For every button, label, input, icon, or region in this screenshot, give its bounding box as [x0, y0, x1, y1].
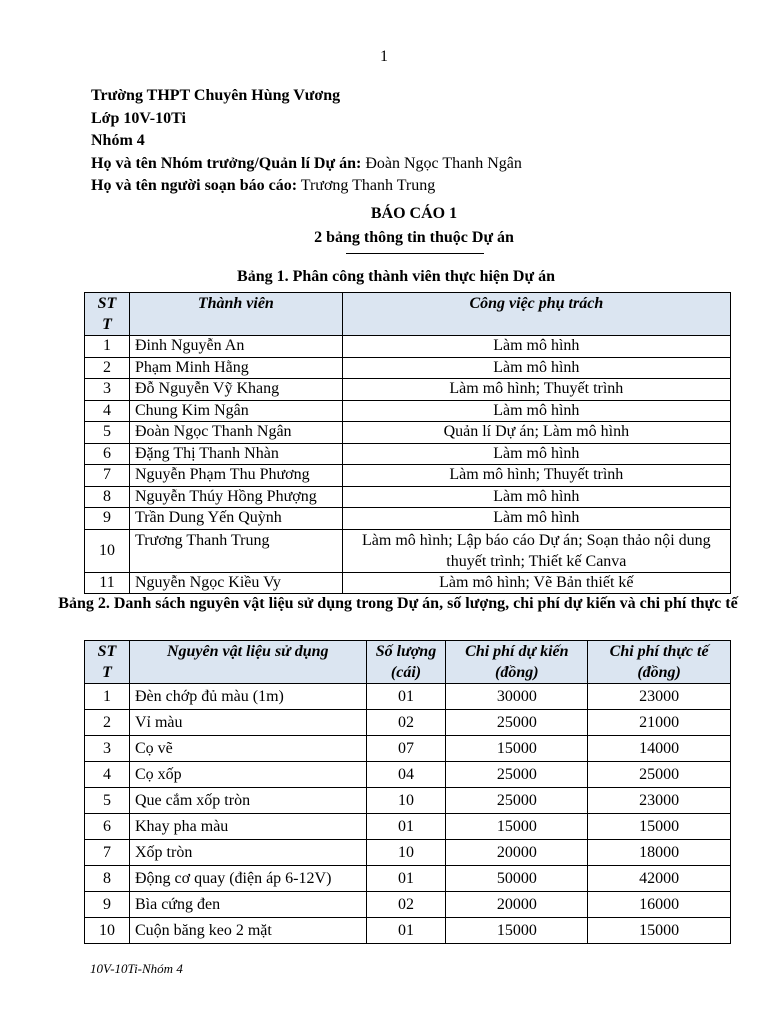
materials-table [84, 640, 731, 944]
table-cell: 25000 [588, 762, 731, 788]
table-cell: Làm mô hình [342, 357, 730, 379]
col-header-quantity: Số lượng (cái) [366, 641, 446, 684]
table-cell: 2 [85, 710, 130, 736]
table-cell: 3 [85, 379, 130, 401]
table1-caption: Bảng 1. Phân công thành viên thực hiện Dự án [237, 268, 555, 285]
member-table-body [85, 336, 731, 594]
table-cell: Cuộn băng keo 2 mặt [129, 918, 366, 944]
table-cell: Quản lí Dự án; Làm mô hình [342, 422, 730, 444]
col-header-member: Thành viên [129, 293, 342, 336]
table-cell: 7 [85, 465, 130, 487]
table-cell: 02 [366, 892, 446, 918]
table-cell: Vỉ màu [129, 710, 366, 736]
table-cell: 16000 [588, 892, 731, 918]
table-cell: 04 [366, 762, 446, 788]
table-row [85, 762, 731, 788]
table-cell: Làm mô hình [342, 336, 730, 358]
table-cell: 01 [366, 918, 446, 944]
table-cell: 10 [85, 918, 130, 944]
table-cell: Xốp tròn [129, 840, 366, 866]
table-cell: 4 [85, 762, 130, 788]
table-cell: 25000 [446, 788, 588, 814]
table-row [85, 710, 731, 736]
table-row [85, 788, 731, 814]
table-cell: 9 [85, 892, 130, 918]
table-cell: Bìa cứng đen [129, 892, 366, 918]
table-header-row [85, 641, 731, 684]
table-cell: Làm mô hình; Vẽ Bản thiết kế [342, 572, 730, 594]
group-name: Nhóm 4 [91, 132, 145, 149]
table-cell: Động cơ quay (điện áp 6-12V) [129, 866, 366, 892]
table-cell: 10 [366, 788, 446, 814]
table-cell: Đèn chớp đủ màu (1m) [129, 684, 366, 710]
table-cell: 25000 [446, 762, 588, 788]
table-cell: Khay pha màu [129, 814, 366, 840]
table-cell: Nguyễn Ngọc Kiều Vy [129, 572, 342, 594]
table-header-row [85, 293, 731, 336]
table-cell: 21000 [588, 710, 731, 736]
table-cell: Làm mô hình [342, 486, 730, 508]
table-cell: Que cắm xốp tròn [129, 788, 366, 814]
table-cell: 01 [366, 684, 446, 710]
table-cell: 14000 [588, 736, 731, 762]
table-cell: 8 [85, 866, 130, 892]
document-header [91, 85, 522, 198]
table-row [85, 684, 731, 710]
table-cell: 23000 [588, 788, 731, 814]
table-cell: 02 [366, 710, 446, 736]
table-cell: 2 [85, 357, 130, 379]
col-header-actual-cost: Chi phí thực tế (đồng) [588, 641, 731, 684]
table-cell: 3 [85, 736, 130, 762]
table-cell: 6 [85, 443, 130, 465]
table-cell: 15000 [446, 918, 588, 944]
table-cell: 5 [85, 788, 130, 814]
col-header-stt: ST T [85, 641, 130, 684]
leader-line [91, 153, 522, 176]
member-assignment-table [84, 292, 731, 594]
table-cell: 50000 [446, 866, 588, 892]
table-cell: 15000 [446, 814, 588, 840]
table-cell: 20000 [446, 892, 588, 918]
table-cell: 23000 [588, 684, 731, 710]
table-cell: 42000 [588, 866, 731, 892]
table-cell: 11 [85, 572, 130, 594]
table-cell: Đỗ Nguyễn Vỹ Khang [129, 379, 342, 401]
table-cell: 4 [85, 400, 130, 422]
table-cell: 07 [366, 736, 446, 762]
table-cell: Làm mô hình; Thuyết trình [342, 465, 730, 487]
author-label: Họ và tên người soạn báo cáo: [91, 177, 298, 194]
col-header-task: Công việc phụ trách [342, 293, 730, 336]
table-row [85, 918, 731, 944]
table-cell: 18000 [588, 840, 731, 866]
table-cell: Chung Kim Ngân [129, 400, 342, 422]
subtitle-underline [346, 253, 484, 254]
table-cell: 1 [85, 336, 130, 358]
table-cell: 15000 [446, 736, 588, 762]
leader-name: Đoàn Ngọc Thanh Ngân [361, 154, 522, 172]
table2-caption: Bảng 2. Danh sách nguyên vật liệu sử dụng trong Dự án, số lượng, chi phí dự kiến và chi phí thực tế [58, 595, 738, 612]
table-cell: 01 [366, 814, 446, 840]
table-row [85, 336, 731, 358]
table-cell: Nguyễn Thúy Hồng Phượng [129, 486, 342, 508]
table-cell: Làm mô hình [342, 508, 730, 530]
table-row [85, 508, 731, 530]
author-name: Trương Thanh Trung [297, 177, 436, 194]
table-row [85, 529, 731, 572]
table-row [85, 486, 731, 508]
table-cell: Làm mô hình; Lập báo cáo Dự án; Soạn thảo nội dung thuyết trình; Thiết kế Canva [342, 529, 730, 572]
table-cell: 20000 [446, 840, 588, 866]
table-cell: 5 [85, 422, 130, 444]
table-cell: Cọ xốp [129, 762, 366, 788]
table-cell: Đinh Nguyễn An [129, 336, 342, 358]
leader-label: Họ và tên Nhóm trưởng/Quản lí Dự án: [91, 154, 362, 172]
table-row [85, 443, 731, 465]
table-cell: Đặng Thị Thanh Nhàn [129, 443, 342, 465]
col-header-stt: ST T [85, 293, 130, 336]
page-footer: 10V-10Ti-Nhóm 4 [90, 961, 183, 976]
table-cell: 9 [85, 508, 130, 530]
table-row [85, 379, 731, 401]
col-header-material: Nguyên vật liệu sử dụng [129, 641, 366, 684]
table-cell: Trần Dung Yến Quỳnh [129, 508, 342, 530]
author-line [91, 175, 522, 198]
table-cell: Phạm Minh Hằng [129, 357, 342, 379]
table-cell: 7 [85, 840, 130, 866]
table-cell: 25000 [446, 710, 588, 736]
col-header-planned-cost: Chi phí dự kiến (đồng) [446, 641, 588, 684]
school-name: Trường THPT Chuyên Hùng Vương [91, 87, 341, 104]
table-cell: 8 [85, 486, 130, 508]
table-row [85, 357, 731, 379]
report-title: BÁO CÁO 1 [370, 205, 458, 222]
table-row [85, 736, 731, 762]
page-number: 1 [380, 48, 388, 65]
table-cell: 01 [366, 866, 446, 892]
table-row [85, 465, 731, 487]
table-cell: 10 [85, 529, 130, 572]
table-row [85, 400, 731, 422]
table-row [85, 572, 731, 594]
table-cell: 10 [366, 840, 446, 866]
table-cell: 6 [85, 814, 130, 840]
table-row [85, 840, 731, 866]
table-cell: Làm mô hình; Thuyết trình [342, 379, 730, 401]
table-cell: Trương Thanh Trung [129, 529, 342, 572]
table-cell: Làm mô hình [342, 443, 730, 465]
table-row [85, 422, 731, 444]
class-name: Lớp 10V-10Ti [91, 109, 186, 127]
table-cell: Cọ vẽ [129, 736, 366, 762]
table-cell: Đoàn Ngọc Thanh Ngân [129, 422, 342, 444]
materials-table-body [85, 684, 731, 944]
table-row [85, 892, 731, 918]
table-cell: 15000 [588, 814, 731, 840]
table-cell: Làm mô hình [342, 400, 730, 422]
table-row [85, 814, 731, 840]
table-cell: Nguyễn Phạm Thu Phương [129, 465, 342, 487]
table-row [85, 866, 731, 892]
table-cell: 1 [85, 684, 130, 710]
table-cell: 15000 [588, 918, 731, 944]
table-cell: 30000 [446, 684, 588, 710]
report-subtitle: 2 bảng thông tin thuộc Dự án [314, 229, 514, 246]
